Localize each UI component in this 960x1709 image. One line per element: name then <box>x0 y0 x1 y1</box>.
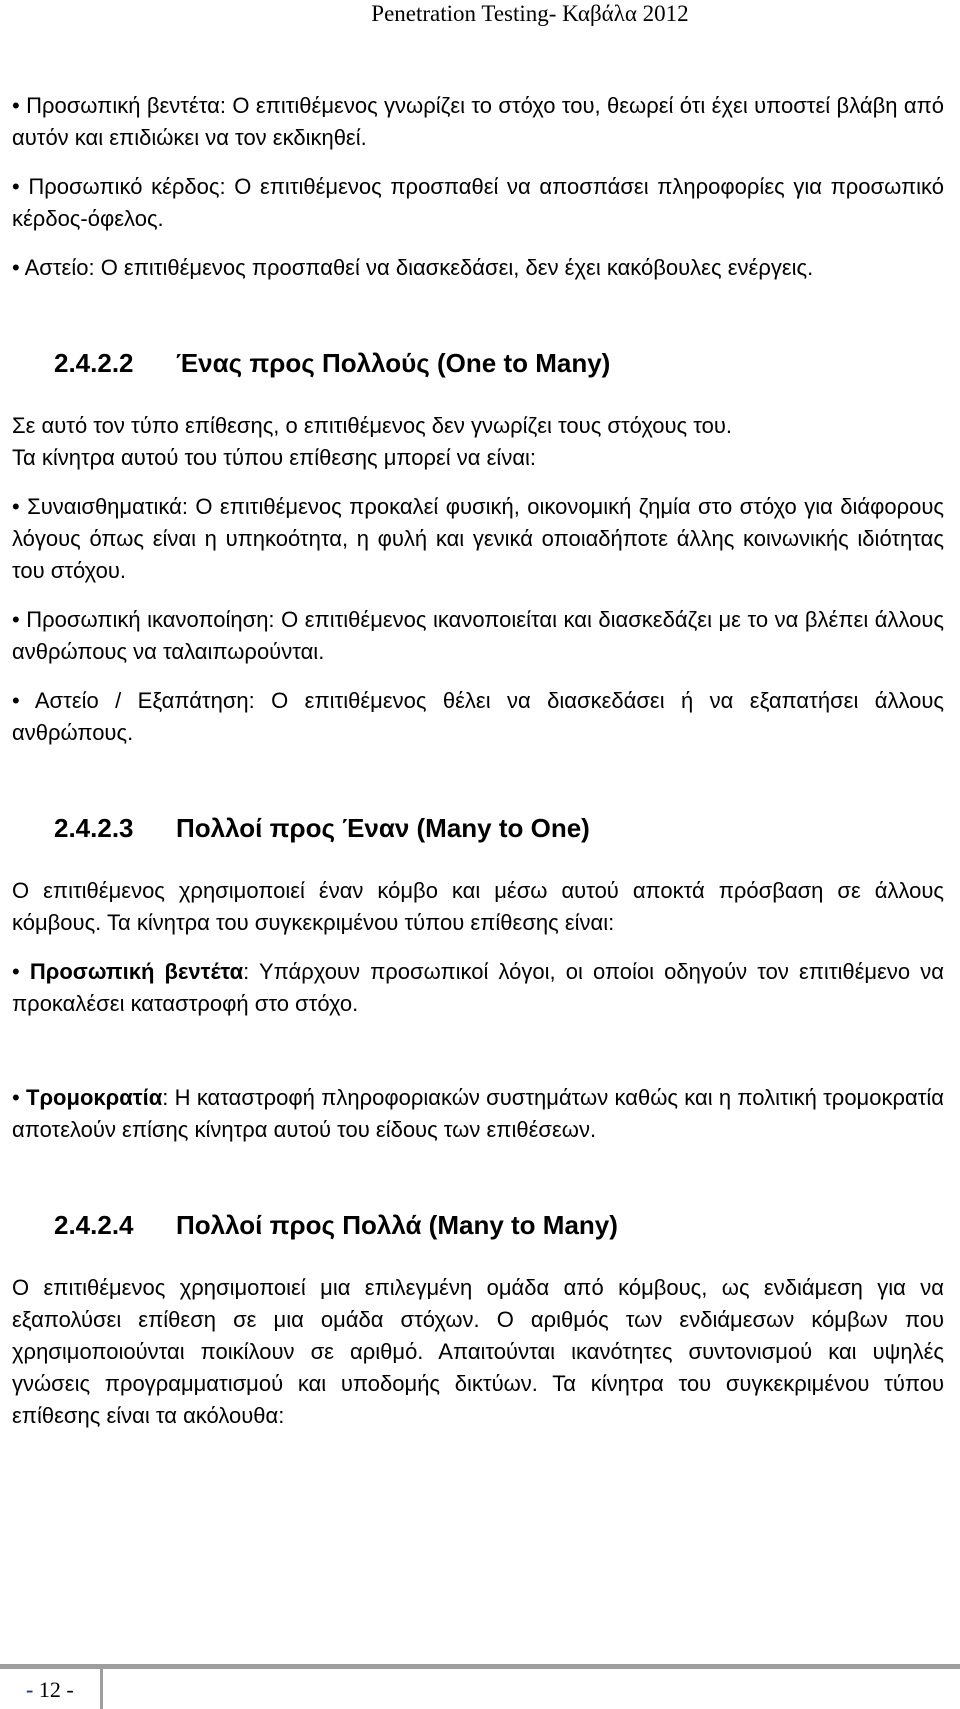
section-heading-one-to-many <box>54 346 944 380</box>
section-number: 2.4.2.3 <box>54 813 134 843</box>
bullet-personal-gain: • Προσωπικό κέρδος: Ο επιτιθέμενος προσπαθεί να αποσπάσει πληροφορίες για προσωπικό κέρδος-όφελος. <box>12 174 944 231</box>
page-number <box>26 1676 74 1704</box>
section-heading-many-to-many <box>54 1208 944 1242</box>
section-title: Πολλοί προς Πολλά (Many to Many) <box>176 1210 618 1240</box>
section-title: Ένας προς Πολλούς (One to Many) <box>176 348 611 378</box>
page-number-dash: - <box>26 1677 34 1702</box>
bullet-joke: • Αστείο: Ο επιτιθέμενος προσπαθεί να διασκεδάσει, δεν έχει κακόβουλες ενέργεις. <box>12 255 814 280</box>
bullet-personal-vendetta-2 <box>12 956 944 1020</box>
section-number: 2.4.2.2 <box>54 348 134 378</box>
bullet-personal-satisfaction: • Προσωπική ικανοποίηση: Ο επιτιθέμενος ικανοποιείται και διασκεδάζει με το να βλέπει άλλους ανθρώπους να ταλαιπωρούνται. <box>12 607 944 664</box>
bullet-emotional: • Συναισθηματικά: Ο επιτιθέμενος προκαλεί φυσική, οικονομική ζημία στο στόχο για διάφορους λόγους όπως είναι η υπηκοότητα, η φυλή και γενικά οποιαδήποτε άλλης κοινωνικής ιδιότητας του στόχου. <box>12 494 944 583</box>
bullet-personal-vendetta: • Προσωπική βεντέτα: Ο επιτιθέμενος γνωρίζει το στόχο του, θεωρεί ότι έχει υποστεί βλάβη από αυτόν και επιδιώκει να τον εκδικηθεί. <box>12 93 944 150</box>
section-number: 2.4.2.4 <box>54 1210 134 1240</box>
footer-rule <box>0 1664 960 1669</box>
running-header: Penetration Testing- Καβάλα 2012 <box>371 1 689 26</box>
section-heading-many-to-one <box>54 811 944 845</box>
paragraph-many-to-many: Ο επιτιθέμενος χρησιμοποιεί μια επιλεγμένη ομάδα από κόμβους, ως ενδιάμεση για να εξαπολύσει επίθεση σε μια ομάδα στόχων. Ο αριθμός των ενδιάμεσων κόμβων που χρησιμοποιούνται ποικίλουν σε αριθμό. Απαιτούνται ικανότητες συντονισμού και υψηλές γνώσεις προγραμματισμού και υποδομής δικτύων. Τα κίνητρα του συγκεκριμένου τύπου επίθεσης είναι τα ακόλουθα: <box>12 1275 944 1428</box>
paragraph-motives: Τα κίνητρα αυτού του τύπου επίθεσης μπορεί να είναι: <box>12 445 537 470</box>
bullet-mark: • <box>12 1085 26 1110</box>
bullet-joke-deception: • Αστείο / Εξαπάτηση: Ο επιτιθέμενος θέλει να διασκεδάσει ή να εξαπατήσει άλλους ανθρώπους. <box>12 688 944 745</box>
bullet-text: : Υπάρχουν προσωπικοί λόγοι, οι οποίοι οδηγούν τον επιτιθέμενο να προκαλέσει καταστροφή στο στόχο. <box>12 959 944 1016</box>
bullet-terrorism <box>12 1082 944 1146</box>
bullet-mark: • <box>12 959 30 984</box>
bold-term: Τρομοκρατία <box>26 1085 163 1110</box>
section-title: Πολλοί προς Έναν (Many to One) <box>176 813 590 843</box>
bullet-text: : Η καταστροφή πληροφοριακών συστημάτων καθώς και η πολιτική τρομοκρατία αποτελούν επίσης κίνητρα αυτού του είδους των επιθέσεων. <box>12 1085 944 1142</box>
bold-term: Προσωπική βεντέτα <box>29 959 244 984</box>
paragraph-many-to-one: Ο επιτιθέμενος χρησιμοποιεί έναν κόμβο και μέσω αυτού αποκτά πρόσβαση σε άλλους κόμβους. Τα κίνητρα του συγκεκριμένου τύπου επίθεσης είναι: <box>12 878 944 935</box>
page-body <box>12 90 944 1432</box>
footer-divider <box>100 1669 103 1709</box>
paragraph-intro: Σε αυτό τον τύπο επίθεσης, ο επιτιθέμενος δεν γνωρίζει τους στόχους του. <box>12 413 733 438</box>
page-number-text: 12 - <box>33 1677 74 1702</box>
